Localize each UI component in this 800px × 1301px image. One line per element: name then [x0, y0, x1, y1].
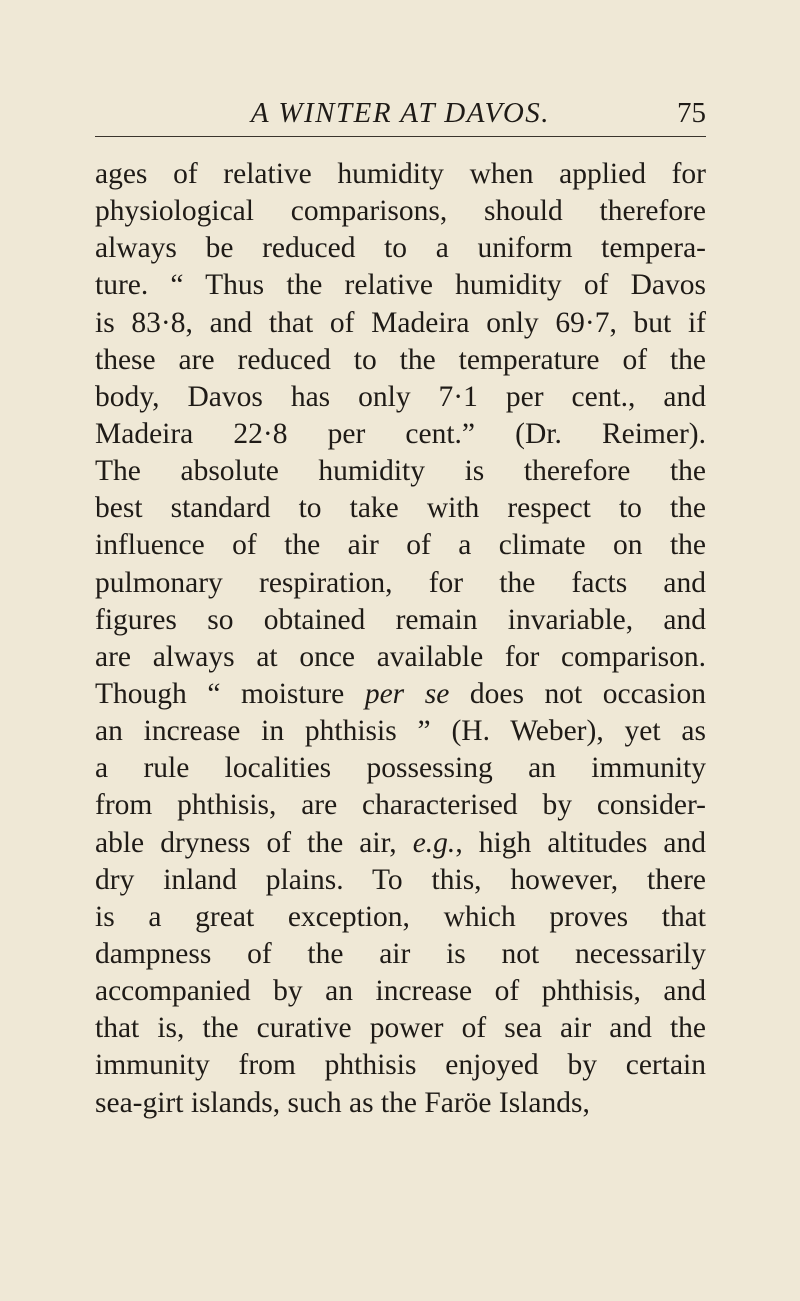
text-line: ture. “ Thus the relative humidity of Davos: [95, 269, 706, 302]
text-line: The absolute humidity is therefore the: [95, 455, 706, 488]
text-line: is 83·8, and that of Madeira only 69·7, but if: [95, 306, 706, 339]
text-line: from phthisis, are characterised by consider-: [95, 789, 706, 822]
text-line: figures so obtained remain invariable, and: [95, 603, 706, 636]
text-line: best standard to take with respect to the: [95, 492, 706, 525]
text-line: Though “ moisture per se does not occasion: [95, 677, 707, 710]
text-line: these are reduced to the temperature of the: [95, 343, 706, 376]
header-rule: [95, 136, 706, 137]
text-line: body, Davos has only 7·1 per cent., and: [95, 380, 706, 413]
text-line: physiological comparisons, should therefore: [95, 195, 706, 228]
italic-phrase: per se: [364, 677, 450, 710]
text-line: is a great exception, which proves that: [95, 900, 706, 933]
text-line: are always at once available for comparison.: [95, 640, 706, 673]
running-title: A WINTER AT DAVOS.: [250, 97, 551, 129]
text-line: sea-girt islands, such as the Faröe Islands,: [95, 1086, 590, 1119]
text-line: influence of the air of a climate on the: [95, 529, 706, 562]
text-line: ages of relative humidity when applied for: [95, 158, 706, 190]
text-line: a rule localities possessing an immunity: [95, 752, 706, 785]
text-line: that is, the curative power of sea air and the: [95, 1012, 706, 1045]
text-line: able dryness of the air, e.g., high altitudes and: [95, 826, 706, 859]
text-line: dampness of the air is not necessarily: [95, 937, 706, 970]
page-number: 75: [677, 97, 706, 129]
text-line: an increase in phthisis ” (H. Weber), yet as: [95, 715, 706, 748]
text-line: immunity from phthisis enjoyed by certain: [95, 1049, 706, 1082]
text-line: dry inland plains. To this, however, there: [95, 863, 706, 896]
running-header: [95, 95, 706, 135]
text-line: always be reduced to a uniform tempera-: [95, 232, 706, 265]
text-line: accompanied by an increase of phthisis, and: [95, 975, 706, 1008]
body-text: [95, 156, 706, 1122]
italic-phrase: e.g.: [412, 826, 456, 859]
text-line: pulmonary respiration, for the facts and: [95, 566, 706, 599]
text-line: Madeira 22·8 per cent.” (Dr. Reimer).: [95, 417, 706, 450]
